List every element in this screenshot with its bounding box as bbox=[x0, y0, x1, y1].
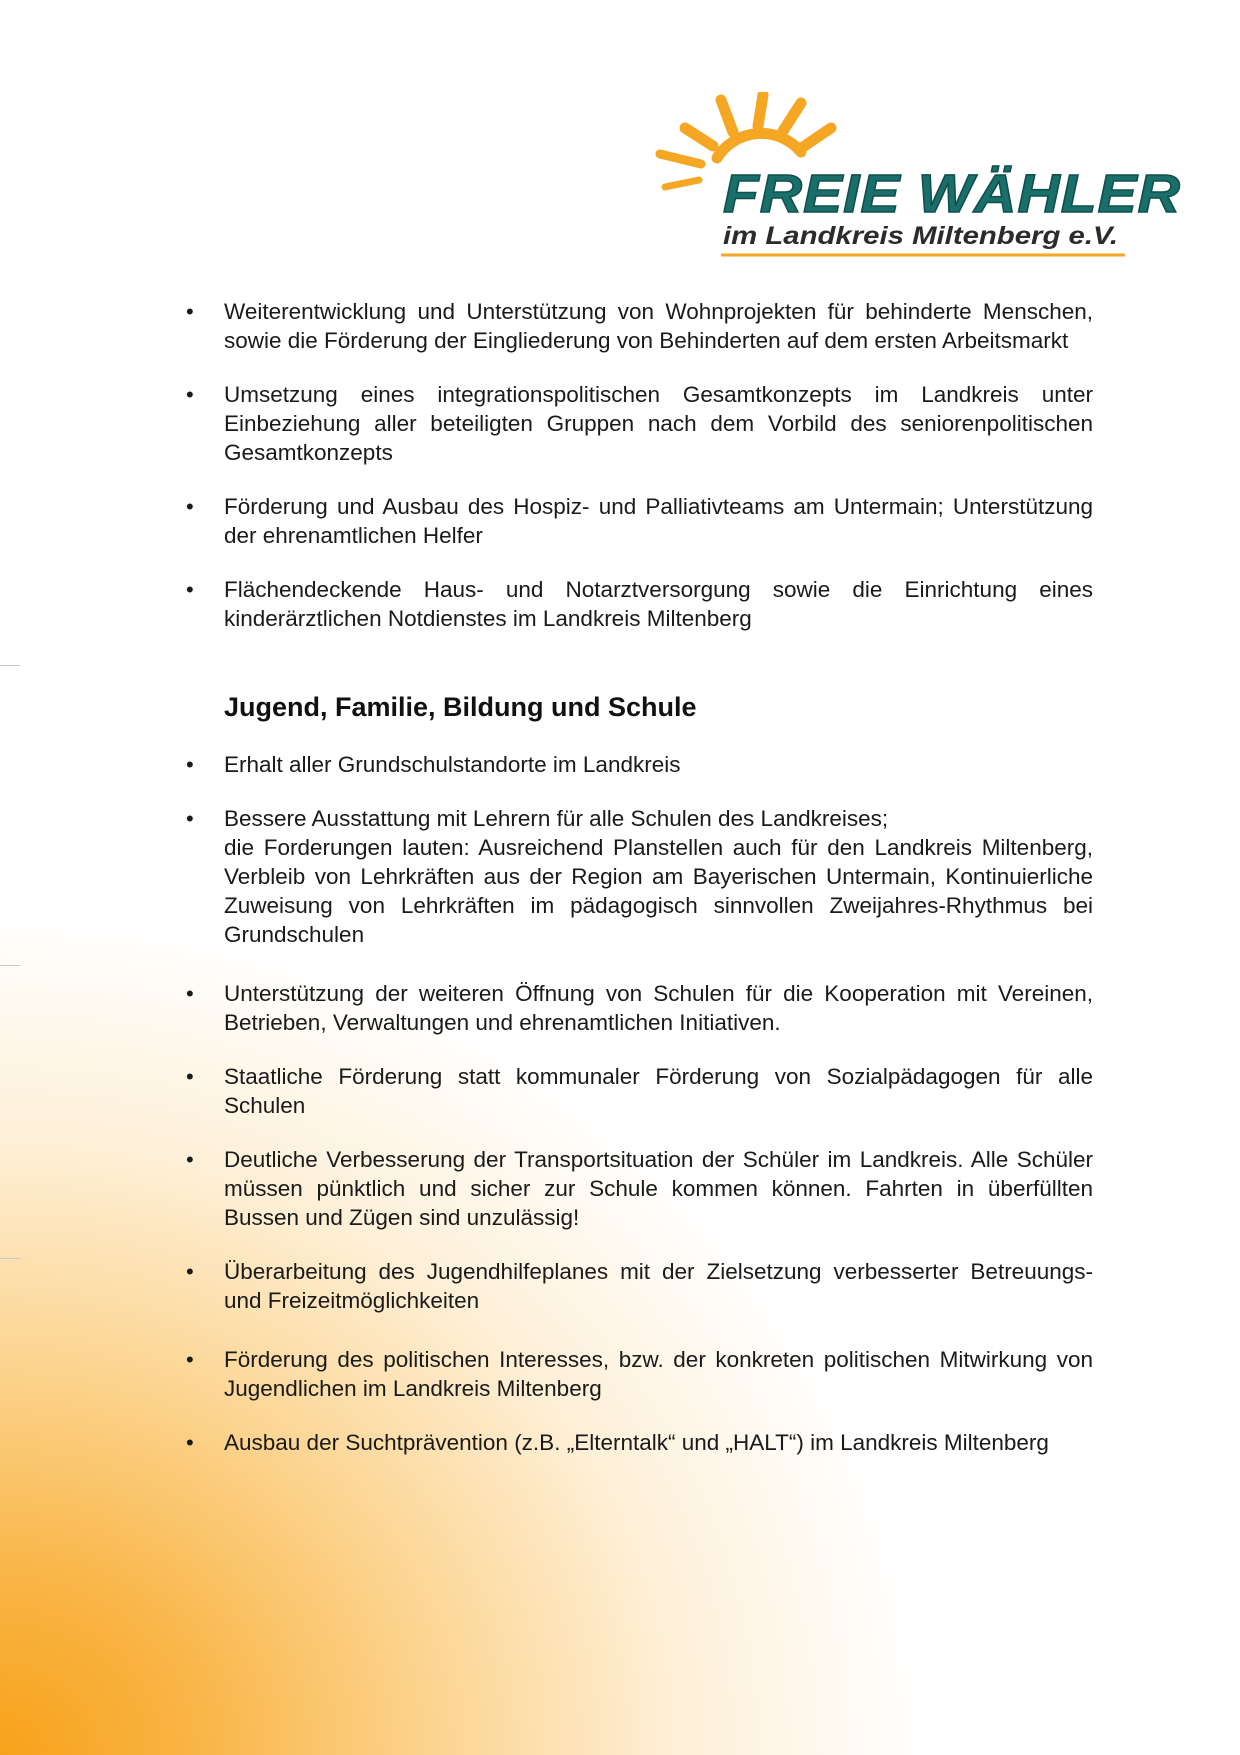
margin-mark bbox=[0, 665, 20, 666]
list-item: • Überarbeitung des Jugendhilfeplanes mit der Zielsetzung verbesserter Betreuungs- und Freizeitmöglichkeiten bbox=[186, 1257, 1093, 1315]
logo-subtitle: im Landkreis Miltenberg e.V. bbox=[723, 222, 1118, 250]
list-item bbox=[186, 804, 1093, 949]
document-body bbox=[186, 297, 1093, 1482]
section-heading: Jugend, Familie, Bildung und Schule bbox=[224, 692, 697, 722]
list-item: • Flächendeckende Haus- und Notarztversorgung sowie die Einrichtung eines kinderärztlichen Notdienstes im Landkreis Miltenberg bbox=[186, 575, 1093, 633]
list-item: • Förderung und Ausbau des Hospiz- und Palliativteams am Untermain; Unterstützung der ehrenamtlichen Helfer bbox=[186, 492, 1093, 550]
freie-waehler-logo bbox=[655, 92, 1185, 262]
margin-mark bbox=[0, 965, 20, 966]
list-item: • Erhalt aller Grundschulstandorte im Landkreis bbox=[186, 750, 1093, 779]
list-item: • Förderung des politischen Interesses, bzw. der konkreten politischen Mitwirkung von Jugendlichen im Landkreis Miltenberg bbox=[186, 1345, 1093, 1403]
list-item-line: • Bessere Ausstattung mit Lehrern für alle Schulen des Landkreises; bbox=[224, 806, 889, 831]
list-item: • Weiterentwicklung und Unterstützung von Wohnprojekten für behinderte Menschen, sowie die Förderung der Eingliederung von Behinderten auf dem ersten Arbeitsmarkt bbox=[186, 297, 1093, 355]
margin-mark bbox=[0, 1258, 20, 1259]
list-item: • Unterstützung der weiteren Öffnung von Schulen für die Kooperation mit Vereinen, Betrieben, Verwaltungen und ehrenamtlichen Initiativen. bbox=[186, 979, 1093, 1037]
bullet-list-education bbox=[186, 750, 1093, 1457]
list-item: • Ausbau der Suchtprävention (z.B. „Elterntalk“ und „HALT“) im Landkreis Miltenberg bbox=[186, 1428, 1093, 1457]
logo-title: FREIE WÄHLER bbox=[723, 164, 1181, 224]
list-item: • Umsetzung eines integrationspolitischen Gesamtkonzepts im Landkreis unter Einbeziehung aller beteiligten Gruppen nach dem Vorbild des seniorenpolitischen Gesamtkonzepts bbox=[186, 380, 1093, 467]
list-item-line: die Forderungen lauten: Ausreichend Planstellen auch für den Landkreis Miltenberg, Verbleib von Lehrkräften aus der Region am Bayerischen Untermain, Kontinuierliche Zuweisung von Lehrkräften im pädagogisch sinnvollen Zweijahres-Rhythmus bei Grundschulen bbox=[224, 835, 1093, 947]
list-item: • Deutliche Verbesserung der Transportsituation der Schüler im Landkreis. Alle Schüler müssen pünktlich und sicher zur Schule kommen können. Fahrten in überfüllten Bussen und Zügen sind unzulässig! bbox=[186, 1145, 1093, 1232]
bullet-list-health bbox=[186, 297, 1093, 633]
list-item: • Staatliche Förderung statt kommunaler Förderung von Sozialpädagogen für alle Schulen bbox=[186, 1062, 1093, 1120]
